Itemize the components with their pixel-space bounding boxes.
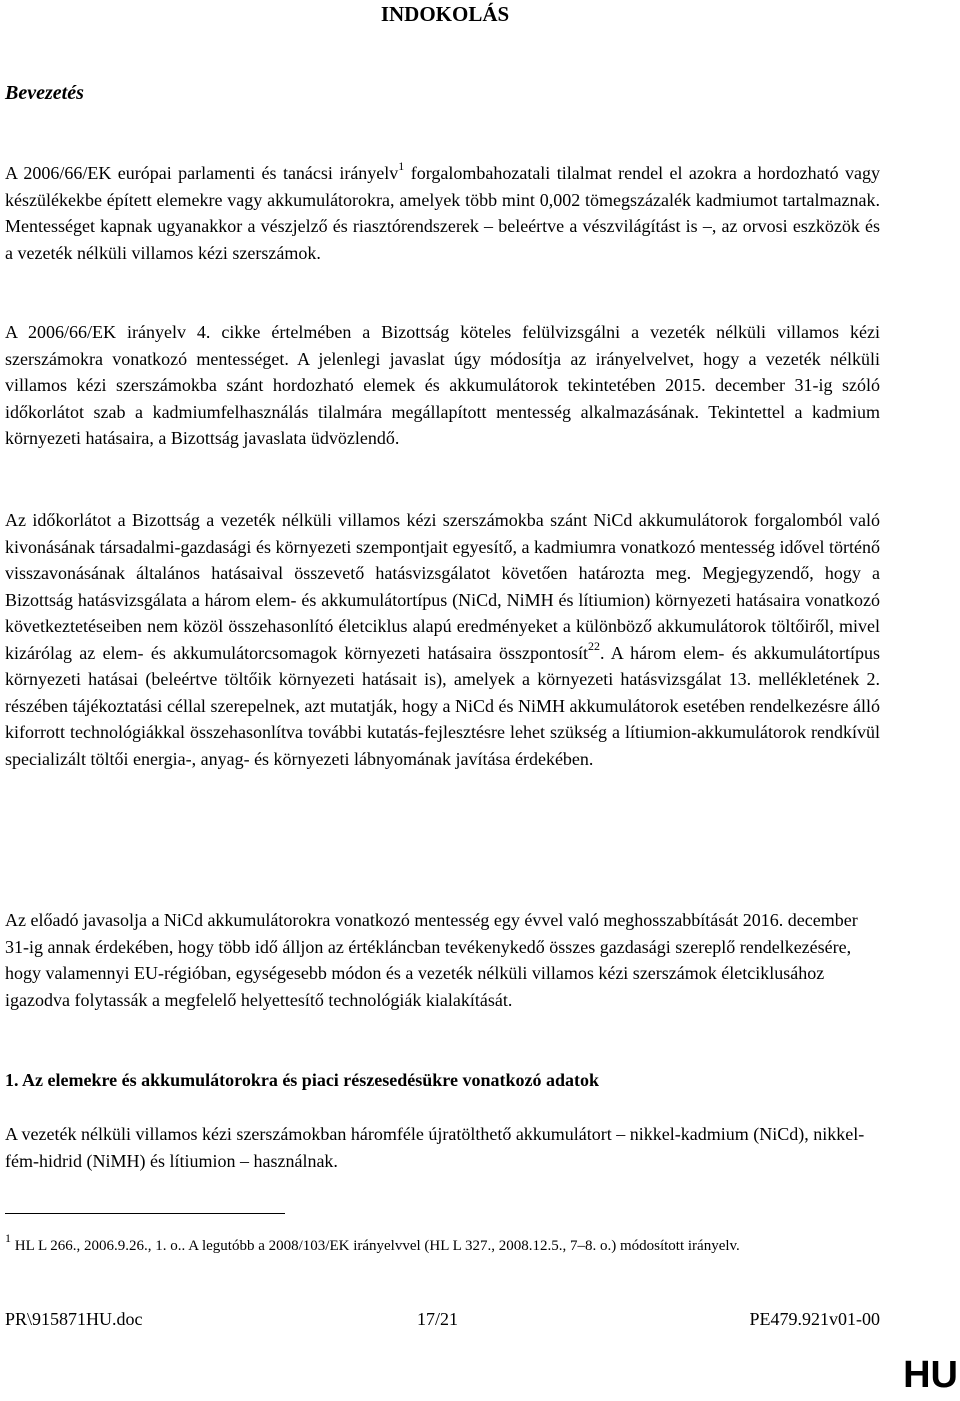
language-tag: HU — [903, 1354, 958, 1396]
paragraph-3-text-b: . A három elem- és akkumulátortípus környezeti hatásai (beleértve töltőik környezeti hatásait is), amelyek a környezeti hatásvizsgálat 13. mellékletének 2. részében tájékoztatási céllal szerepelnek, azt mutatják, hogy a NiCd és NiMH akkumulátorok esetében rendelkezésre álló kiforrott technológiákkal összehasonlítva további kutatás-fejlesztésre lehet szükség a lítiumion-akkumulátorok rendkívül specializált töltői energia-, anyag- és környezeti lábnyomának javítása érdekében. — [5, 642, 880, 769]
paragraph-4: Az előadó javasolja a NiCd akkumulátorokra vonatkozó mentesség egy évvel való meghosszabbítását 2016. december 31-ig annak érdekében, hogy több idő álljon az értékláncban tevékenykedő összes gazdasági szereplő rendelkezésére, hogy valamennyi EU-régióban, egységesebb módon és a vezeték nélküli villamos kézi szerszámok életciklusához igazodva folytassák a megfelelő helyettesítő technológiák kialakítását. — [5, 910, 858, 1010]
footnote — [5, 1231, 880, 1256]
footnote-number: 1 — [5, 1231, 11, 1245]
footnote-text: HL L 266., 2006.9.26., 1. o.. A legutóbb a 2008/103/EK irányelvvel (HL L 327., 2008.12.5., 7–8. o.) módosított irányelv. — [11, 1238, 740, 1254]
footer-page-number: 17/21 — [417, 1309, 459, 1329]
paragraph-5: A vezeték nélküli villamos kézi szerszámokban háromféle újratölthető akkumulátort – nikkel-kadmium (NiCd), nikkel-fém-hidrid (NiMH) és lítiumion – használnak. — [5, 1124, 865, 1171]
paragraph-3-text-a: Az időkorlátot a Bizottság a vezeték nélküli villamos kézi szerszámokba szánt NiCd akkumulátorok forgalomból való kivonásának társadalmi-gazdasági és környezeti szempontjait egyesítő, a kadmiumra vonatkozó mentesség idővel történő visszavonásának általános hatásaival összevető hatásvizsgálatot követően határozta meg. Megjegyzendő, hogy a Bizottság hatásvizsgálata a három elem- és akkumulátortípus (NiCd, NiMH és lítiumion) környezeti hatásaira vonatkozó következtetéseiben nem közöl összehasonlító életciklus alapú eredményeket a különböző akkumulátorok töltőiről, mivel kizárólag az elem- és akkumulátorcsomagok környezeti hatásaira összpontosít — [5, 510, 880, 663]
footer-doc-ref: PR\915871HU.doc — [5, 1309, 143, 1329]
page-footer — [5, 1306, 880, 1330]
paragraph-2: A 2006/66/EK irányelv 4. cikke értelmében a Bizottság köteles felülvizsgálni a vezeték nélküli villamos kézi szerszámokra vonatkozó mentességet. A jelenlegi javaslat úgy módosítja az irányelvelvet, hogy a vezeték nélküli villamos kézi szerszámokba szánt hordozható elemek és akkumulátorok tekintetében 2015. december 31-ig szóló időkorlátot szab a kadmiumfelhasználás tilalmára megállapított mentesség alkalmazásának. Tekintettel a kadmium környezeti hatásaira, a Bizottság javaslata üdvözlendő. — [5, 322, 880, 448]
paragraph-1-text-a: A 2006/66/EK európai parlamenti és tanácsi irányelv — [5, 163, 399, 183]
footer-code: PE479.921v01-00 — [749, 1309, 880, 1329]
footnote-ref-1[interactable]: 1 — [398, 159, 405, 173]
footnote-ref-22[interactable]: 22 — [587, 638, 600, 653]
page-title: INDOKOLÁS — [380, 2, 510, 26]
paragraph-1-text-b: forgalombahozatali tilalmat rendel el azokra a hordozható vagy készülékekbe épített elemekre vagy akkumulátorokra, amelyek több mint 0,002 tömegszázalék kadmiumot tartalmaznak. Mentességet kapnak ugyanakkor a vészjelző és riasztórendszerek – beleértve a vészvilágítást is –, az orvosi eszközök és a vezeték nélküli villamos kézi szerszámok. — [5, 163, 880, 263]
paragraph-1 — [5, 160, 880, 266]
footnote-divider — [5, 1213, 285, 1214]
intro-heading: Bevezetés — [5, 82, 84, 104]
section-heading: 1. Az elemekre és akkumulátorokra és piaci részesedésükre vonatkozó adatok — [5, 1070, 599, 1090]
paragraph-3 — [5, 507, 880, 772]
